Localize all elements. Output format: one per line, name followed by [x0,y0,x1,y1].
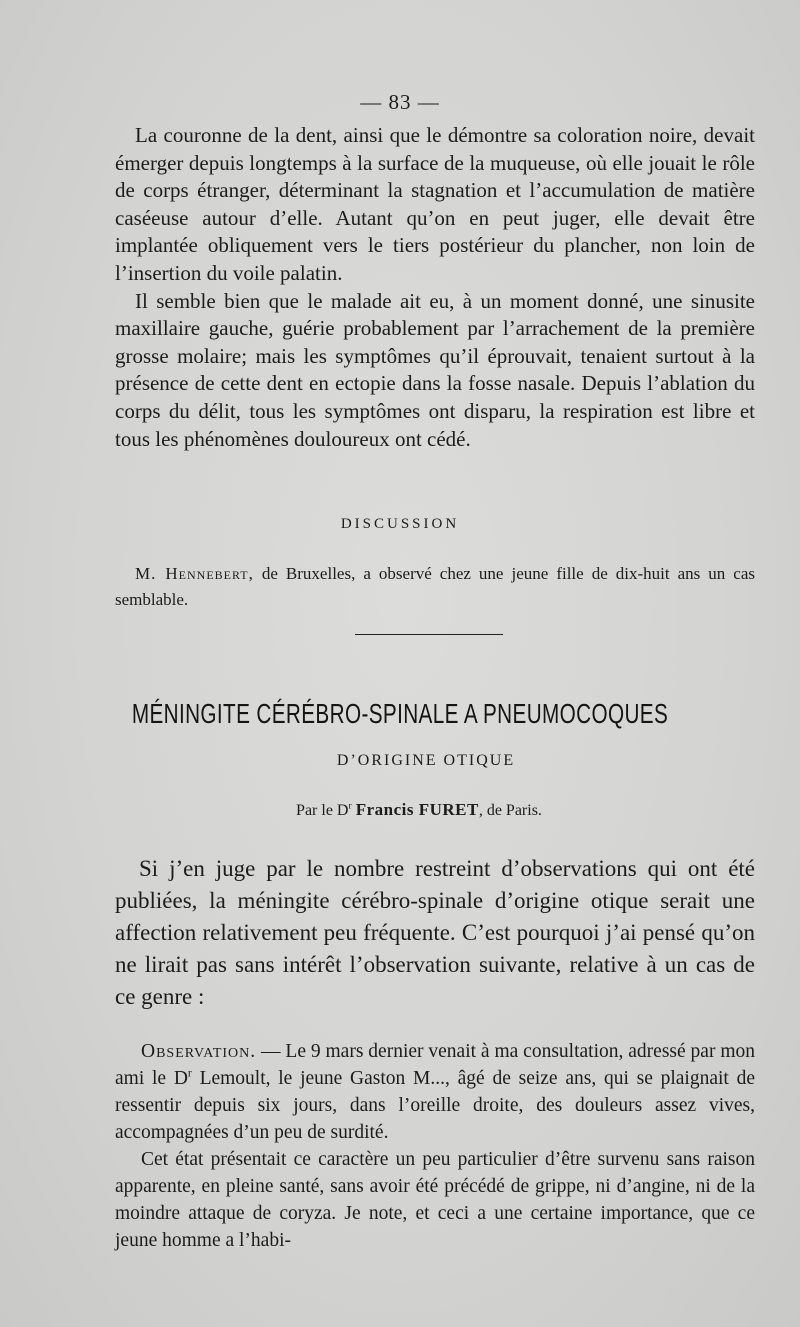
article-title: MÉNINGITE CÉRÉBRO-SPINALE A PNEUMOCOQUES [131,698,669,729]
article-subtitle: D’ORIGINE OTIQUE [336,752,516,769]
author-name: Francis FURET [355,800,479,819]
lead-text: Si j’en juge par le nombre restreint d’observations qui ont été publiées, la méningite cérébro-spinale d’origine otique serait une affection relativement peu fréquente. C’est pourquoi j’ai pensé qu’on ne lirait pas sans intérêt l’observation suivante, relative à un cas de ce genre : [115,856,755,1009]
discussion-speaker: M. Hennebert, [135,564,254,583]
author-suffix: , de Paris. [478,802,542,819]
discussion-heading: DISCUSSION [340,516,460,532]
observation-section [115,1038,755,1254]
page-number: — 83 — [360,90,440,114]
observation-sup: r [187,1066,192,1080]
author-prefix-sup: r [348,800,352,812]
author-prefix: Par le D [296,802,349,819]
author-line [0,800,800,820]
paragraph: La couronne de la dent, ainsi que le démontre sa coloration noire, devait émerger depuis longtemps à la surface de la muqueuse, où elle jouait le rôle de corps étranger, déterminant la stagnation et l’accumulation de matière caséeuse autour d’elle. Autant qu’on en peut juger, elle devait être implantée obliquement vers le tiers postérieur du plancher, non loin de l’insertion du voile palatin. [115,123,755,285]
observation-label: Observation. [141,1041,257,1062]
observation-text-part2: Lemoult, le jeune Gaston M..., âgé de seize ans, qui se plaignait de ressentir depuis six jours, dans l’oreille droite, des douleurs assez vives, accompagnées d’un peu de surdité. [115,1068,755,1143]
discussion-text: de Bruxelles, a observé chez une jeune fille de dix-huit ans un cas semblable. [115,564,755,609]
observation-paragraph [115,1038,755,1146]
lead-paragraph [115,853,755,1013]
observation-text-part1: — Le 9 mars dernier venait à ma consultation, adressé par mon ami le D [115,1041,755,1089]
section-divider [355,634,503,635]
paragraph: Il semble bien que le malade ait eu, à un moment donné, une sinusite maxillaire gauche, guérie probablement par l’arrachement de la première grosse molaire; mais les symptômes qu’il éprouvait, tenaient surtout à la présence de cette dent en ectopie dans la fosse nasale. Depuis l’ablation du corps du délit, tous les symptômes ont disparu, la respiration est libre et tous les phénomènes douloureux ont cédé. [115,288,755,451]
upper-section [115,122,755,453]
discussion-paragraph [115,561,755,613]
discussion-body [115,561,755,613]
observation-paragraph: Cet état présentait ce caractère un peu particulier d’être survenu sans raison apparente, en pleine santé, sans avoir été précédé de grippe, ni d’angine, ni de la moindre attaque de coryza. Je note, et ceci a une certaine importance, que ce jeune homme a l’habi- [115,1149,755,1251]
